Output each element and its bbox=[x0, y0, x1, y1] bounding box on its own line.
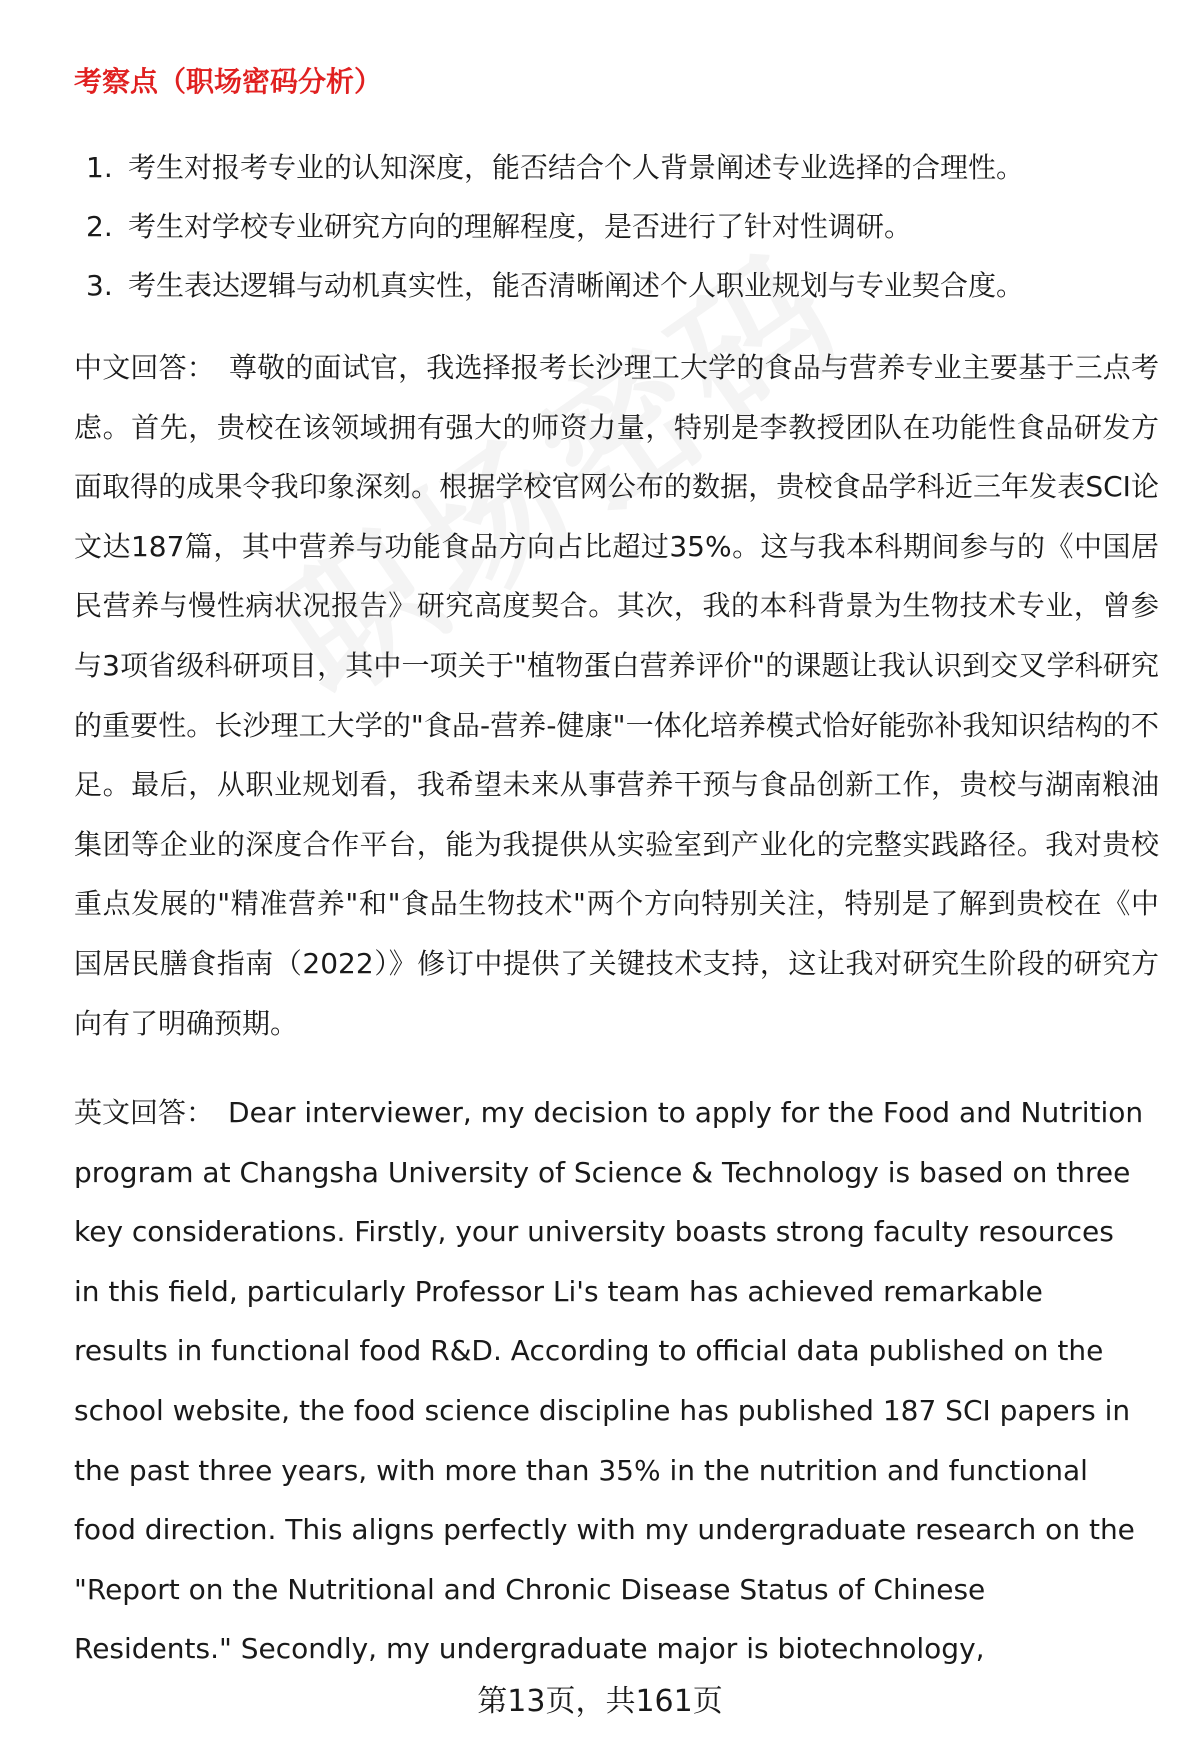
point-number: 2. bbox=[86, 210, 113, 243]
english-answer-text: Dear interviewer, my decision to apply for the Food and Nutrition program at Changsha University of Science & Technology is based on three key considerations. Firstly, your university boasts strong faculty resources in this field, particularly Professor Li's team has achieved remarkable results in functional food R&D. According to official data published on the school website, the food science discipline has published 187 SCI papers in the past three years, with more than 35% in the nutrition and functional food direction. This aligns perfectly with my undergraduate research on the "Report on the Nutritional and Chronic Disease Status of Chinese Residents." Secondly, my undergraduate major is biotechnology, bbox=[74, 1096, 1144, 1666]
page-footer: 第13页，共161页 bbox=[477, 1684, 723, 1719]
point-text: 考生表达逻辑与动机真实性，能否清晰阐述个人职业规划与专业契合度。 bbox=[128, 269, 1025, 302]
chinese-answer-text: 尊敬的面试官，我选择报考长沙理工大学的食品与营养专业主要基于三点考虑。首先，贵校在该领域拥有强大的师资力量，特别是李教授团队在功能性食品研发方面取得的成果令我印象深刻。根据学校官网公布的数据，贵校食品学科近三年发表SCI论文达187篇，其中营养与功能食品方向占比超过35%。这与我本科期间参与的《中国居民营养与慢性病状况报告》研究高度契合。其次，我的本科背景为生物技术专业，曾参与3项省级科研项目，其中一项关于"植物蛋白营养评价"的课题让我认识到交叉学科研究的重要性。长沙理工大学的"食品-营养-健康"一体化培养模式恰好能弥补我知识结构的不足。最后，从职业规划看，我希望未来从事营养干预与食品创新工作，贵校与湖南粮油集团等企业的深度合作平台，能为我提供从实验室到产业化的完整实践路径。我对贵校重点发展的"精准营养"和"食品生物技术"两个方向特别关注，特别是了解到贵校在《中国居民膳食指南（2022）》修订中提供了关键技术支持，这让我对研究生阶段的研究方向有了明确预期。 bbox=[74, 351, 1159, 1040]
chinese-answer-paragraph bbox=[74, 338, 1159, 1053]
assessment-point bbox=[74, 138, 1154, 197]
english-answer-paragraph bbox=[74, 1083, 1144, 1679]
assessment-point bbox=[74, 197, 1154, 256]
point-text: 考生对报考专业的认知深度，能否结合个人背景阐述专业选择的合理性。 bbox=[128, 151, 1025, 184]
assessment-points-list bbox=[74, 138, 1154, 315]
chinese-answer-label: 中文回答： bbox=[74, 351, 215, 384]
point-number: 1. bbox=[86, 151, 113, 184]
assessment-point bbox=[74, 256, 1154, 315]
english-answer-label: 英文回答： bbox=[74, 1096, 215, 1129]
point-text: 考生对学校专业研究方向的理解程度，是否进行了针对性调研。 bbox=[128, 210, 913, 243]
point-number: 3. bbox=[86, 269, 113, 302]
section-title: 考察点（职场密码分析） bbox=[74, 65, 383, 98]
